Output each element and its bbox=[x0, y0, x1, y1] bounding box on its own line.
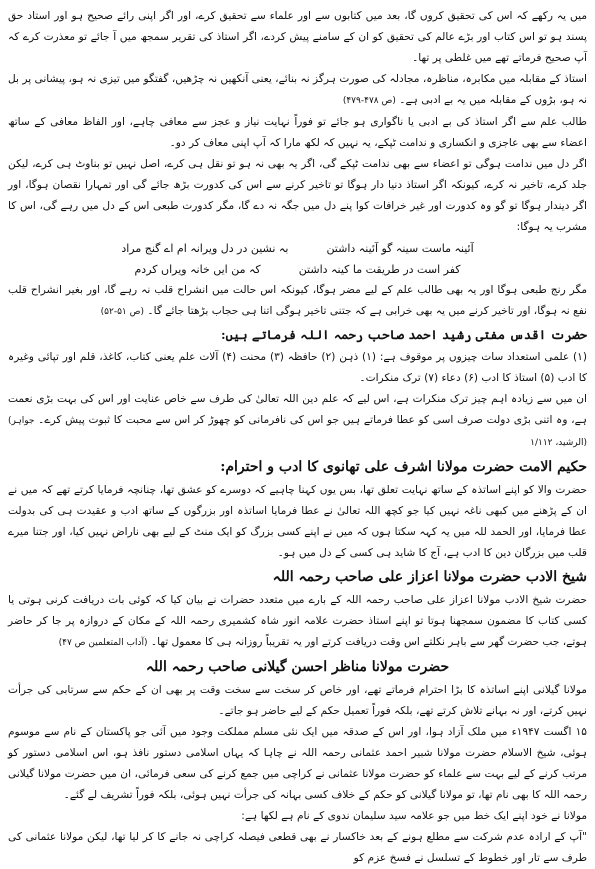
verse-line-2 bbox=[8, 259, 587, 280]
paragraph-avoid-sins bbox=[8, 389, 587, 454]
paragraph-intro: میں یہ رکھے کہ اس کی تحقیق کروں گا، بعد میں کتابوں سے اور علماء سے تحقیق کرے، اور اگر اپنی رائے صحیح ہو اور استاد حق پسند ہو تو اس کتاب اور بڑے عالم کی تحقیق کو ان کے سامنے پیش کردے، اگر استاذ کی تقریر سمجھ میں آ جائے تو معذرت کرے کہ آپ صحیح فرماتے تھے میں غلطی پر تھا۔ bbox=[8, 10, 587, 64]
citation: (آداب المتعلمین ص ۴۷) bbox=[58, 638, 148, 648]
verse-line-1 bbox=[8, 238, 587, 259]
paragraph-apology: طالب علم سے اگر استاذ کی بے ادبی یا ناگواری ہو جائے تو فوراً نہایت نیاز و عجز سے معافی چاہے، اور الفاظ معافی کے ساتھ اعضاء سے بھی عاجزی و انکساری و ندامت ٹپکے، یہ نہیں کہ لکھ مارا کہ آپ اپنی معاف کر دو۔ bbox=[8, 116, 587, 149]
citation: (ص ۵۱-۵۲) bbox=[100, 307, 145, 317]
citation: (ص ۴۷۸-۴۷۹) bbox=[342, 96, 396, 106]
section-heading-gilani: حضرت مولانا مناظر احسن گیلانی صاحب رحمہ اللہ bbox=[145, 659, 450, 675]
paragraph-aizaz-ali bbox=[8, 590, 587, 654]
persian-verse bbox=[8, 238, 587, 280]
paragraph-seven-things: (۱) علمی استعداد سات چیزوں پر موقوف ہے: (۱) ذہن (۲) حافظہ (۳) محنت (۴) آلات علم یعنی کتاب، کاغذ، قلم اور تپائی وغیرہ کا ادب (۵) استاذ کا ادب (۶) دعاء (۷) ترک منکرات۔ bbox=[8, 351, 587, 384]
paragraph-text: استاذ کے مقابلہ میں مکابرہ، مناظرہ، مجادلہ کی صورت ہرگز نہ بنائے، یعنی آنکھیں نہ چڑھیں، گفتگو میں تیزی نہ ہو، پیشانی پر بل نہ ہو، بڑوں کے مقابلہ میں یہ بے ادبی ہے۔ bbox=[8, 73, 587, 106]
paragraph-delay bbox=[8, 280, 587, 323]
paragraph-gilani-letter-quote: "آپ کے ارادہ عدم شرکت سے مطلع ہونے کے بعد خاکسار نے بھی قطعی فیصلہ کراچی نہ جانے کا کر لیا تھا، لیکن مولانا عثمانی کی طرف سے تار اور خطوط کے تسلسل نے فسخ عزم کو bbox=[8, 831, 587, 864]
section-heading-thanvi: حکیم الامت حضرت مولانا اشرف علی تھانوی کا ادب و احترام: bbox=[220, 459, 587, 475]
section-heading-aizaz-ali: شیخ الادب حضرت مولانا اعزاز علی صاحب رحمہ اللہ bbox=[272, 569, 587, 585]
paragraph-text: مگر رنج طبعی ہوگا اور یہ بھی طالب علم کے لیے مضر ہوگا، کیونکہ اس حالت میں انشراح قلب نہ رہے گا، اور بغیر انشراح قلب نفع نہ ہوگا، اور تاخیر کرنے میں یہ بھی خرابی ہے کہ جتنی تاخیر ہوگی اتنا ہی حجاب بڑھتا جائے گا۔ bbox=[8, 284, 587, 317]
paragraph-gilani-respect: مولانا گیلانی اپنے اساتذہ کا بڑا احترام فرماتے تھے، اور خاص کر سخت سے سخت وقت پر بھی ان کے حکم سے سرتابی کی جرأت نہیں کرتے، اور نہ بہانے تلاش کرتے تھے، بلکہ فوراً تعمیل حکم کے لیے حاضر ہو جاتے۔ bbox=[8, 684, 587, 717]
paragraph-text: ان میں سے زیادہ اہم چیز ترک منکرات ہے، اس لیے کہ علم دین اللہ تعالیٰ کی طرف سے خاص عنایت اور اس کی بہت بڑی نعمت ہے، وہ اتنی بڑی دولت صرف اسی کو عطا فرماتے ہیں جو اس کی نافرمانی کو چھوڑ کر اس سے محبت کا ثبوت پیش کرے۔ bbox=[8, 393, 587, 426]
section-heading-mufti-rasheed: حضرت اقدس مفتی رشید احمد صاحب رحمہ اللہ فرماتے ہیں: bbox=[220, 327, 587, 342]
paragraph-gilani-letter-intro: مولانا نے خود اپنے ایک خط میں جو علامہ سید سلیمان ندوی کے نام ہے لکھا ہے: bbox=[241, 810, 587, 822]
verse-hemistich: کفر است در طریقت ما کینہ داشتن bbox=[298, 263, 461, 276]
verse-hemistich: بہ نشین در دل ویرانہ ام اے گنج مراد bbox=[121, 242, 289, 255]
verse-hemistich: آئینہ ماست سینہ گو آئینہ داشتن bbox=[326, 242, 474, 255]
paragraph-thanvi: حضرت والا کو اپنے اساتذہ کے ساتھ نہایت تعلق تھا، بس یوں کہنا چاہیے کہ دوسرے کو عشق تھا، چنانچہ فرمایا کرتے تھے کہ میں نے ان کے پڑھنے میں کبھی ناغہ نہیں کیا جو کچھ اللہ تعالیٰ نے عطا فرمایا اساتذہ اور بزرگوں کے ساتھ ادب و عقیدت ہی کی بدولت عطا فرمایا، اور الحمد للہ میں یہ کہہ سکتا ہوں کہ میں نے اپنے کسی بزرگ کو ایک منٹ کے لیے بھی ناراض نہیں کیا، اور جتنا میرے قلب میں بزرگان دین کا ادب ہے، آج کا شاید ہی کسی کے دل میں ہو۔ bbox=[8, 484, 587, 559]
paragraph-gilani-1947: ۱۵ اگست ۱۹۴۷ء میں ملک آزاد ہوا، اور اس کے صدقہ میں ایک نئی مسلم مملکت وجود میں آئی جو پاکستان کے نام سے موسوم ہوئی، شیخ الاسلام حضرت مولانا شبیر احمد عثمانی رحمہ اللہ نے چاہا کہ یہاں اسلامی دستور نافذ ہو، اس اسلامی دستور کو مرتب کرنے کے لیے بہت سے علماء کو حضرت مولانا عثمانی نے کراچی میں جمع کرنے کی سعی فرمائی، ان میں حضرت مولانا گیلانی رحمہ اللہ کا بھی نام تھا، تو مولانا گیلانی کو حکم کے خلاف کسی بہانہ کی جرأت نہیں ہوئی، بلکہ فوراً تشریف لے گئے۔ bbox=[8, 726, 587, 801]
verse-hemistich: کہ من ایں خانہ ویراں کردم bbox=[134, 263, 261, 276]
citation: (جواہر الرشید، ۱/۱۱۲) bbox=[8, 416, 587, 448]
paragraph-regret: اگر دل میں ندامت ہوگی تو اعضاء سے بھی ندامت ٹپکے گی، اگر یہ بھی نہ ہو تو نقل ہی کرے، اصل نہیں تو بناوٹ ہی کرے، لیکن جلد کرے، تاخیر نہ کرے، کیونکہ اگر استاذ دنیا دار ہوگا تو تاخیر کرنے سے اس کی کدورت بڑھ جائے گی اور تمہارا نقصان ہوگا، اور اگر دیندار ہوگا تو گو وہ کدورت اور غیر خرافات کوا پنے دل میں جگہ نہ دے گا، مگر کدورت طبعی اس کے دل میں رہے گی، اس کا مشرب یہ ہوگا: bbox=[8, 158, 587, 233]
paragraph-text: حضرت شیخ الادب مولانا اعزاز علی صاحب رحمہ اللہ کے بارے میں متعدد حضرات نے بیان کیا کہ کوئی بات دریافت کرنی ہوتی یا کسی کتاب کا مضمون سمجھنا ہوتا تو اپنے استاذ حضرت علامہ انور شاہ کشمیری رحمہ اللہ کے مکان کے دروازہ پر جا کر حاضر ہوتے، جب حضرت گھر سے باہر نکلتے اس وقت دریافت کرتے اور یہ تقریباً روزانہ ہی کا معمول تھا۔ bbox=[8, 594, 587, 648]
paragraph-no-argument bbox=[8, 69, 587, 112]
